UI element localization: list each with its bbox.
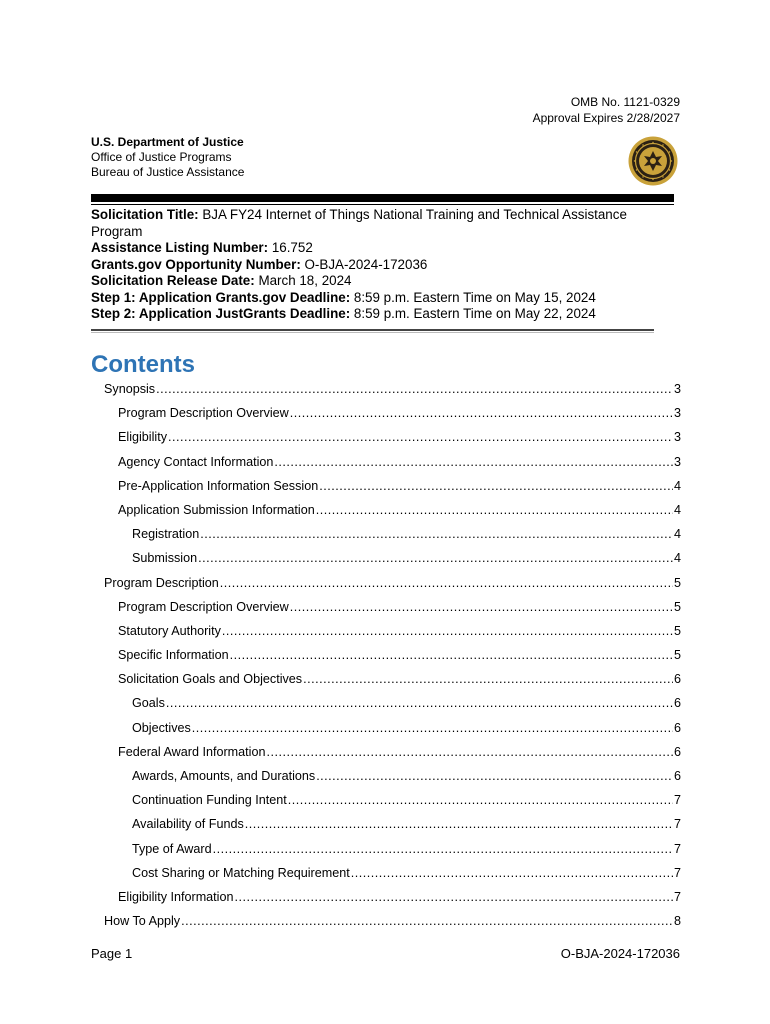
- toc-entry[interactable]: [91, 643, 681, 667]
- toc-entry-title: Eligibility Information: [118, 889, 234, 904]
- step1-value: 8:59 p.m. Eastern Time on May 15, 2024: [350, 289, 596, 305]
- toc-entry-title: Program Description Overview: [118, 599, 289, 614]
- release-label: Solicitation Release Date:: [91, 273, 255, 288]
- toc-entry[interactable]: [91, 450, 681, 474]
- solicitation-block: [91, 207, 671, 323]
- toc-leader: [222, 619, 673, 643]
- toc-entry-page: 5: [673, 623, 681, 638]
- toc-leader: [274, 450, 673, 474]
- toc-entry[interactable]: [91, 425, 681, 449]
- toc-leader: [198, 546, 673, 570]
- toc-entry[interactable]: [91, 740, 681, 764]
- toc-entry-page: 6: [673, 696, 681, 711]
- toc-entry-page: 7: [673, 793, 681, 808]
- toc-leader: [288, 788, 673, 812]
- release-value: March 18, 2024: [254, 273, 352, 288]
- toc-entry-page: 6: [673, 720, 681, 735]
- document-id: O-BJA-2024-172036: [560, 946, 680, 961]
- toc-entry-page: 4: [673, 527, 681, 542]
- toc-leader: [290, 401, 673, 425]
- toc-leader: [230, 643, 673, 667]
- opportunity-value: O-BJA-2024-172036: [300, 256, 428, 272]
- toc-entry-page: 4: [673, 551, 681, 566]
- step2-label: Step 2: Application JustGrants Deadline:: [91, 306, 351, 321]
- toc-entry-page: 7: [673, 865, 681, 880]
- toc-leader: [245, 812, 673, 836]
- toc-entry-page: 3: [673, 454, 681, 469]
- toc-entry-title: Program Description Overview: [118, 406, 289, 421]
- toc-entry-title: Application Submission Information: [118, 502, 315, 517]
- toc-entry-page: 7: [673, 889, 681, 904]
- toc-entry-title: Synopsis: [104, 382, 156, 396]
- toc-entry-page: 8: [673, 914, 681, 929]
- toc-entry-title: Continuation Funding Intent: [132, 793, 287, 808]
- toc-entry-page: 3: [673, 406, 681, 421]
- toc-leader: [303, 667, 673, 691]
- toc-entry-title: Agency Contact Information: [118, 454, 274, 469]
- toc-entry-title: Solicitation Goals and Objectives: [118, 672, 303, 687]
- toc-entry[interactable]: [91, 716, 681, 740]
- toc-leader: [351, 861, 673, 885]
- table-of-contents: [91, 377, 681, 933]
- approval-expires: Approval Expires 2/28/2027: [532, 111, 680, 125]
- opportunity-label: Grants.gov Opportunity Number:: [91, 256, 301, 272]
- toc-entry[interactable]: [91, 522, 681, 546]
- toc-entry[interactable]: [91, 764, 681, 788]
- toc-entry-title: Eligibility: [118, 430, 167, 445]
- header-thick-rule: [91, 194, 674, 202]
- toc-entry-title: Statutory Authority: [118, 623, 221, 638]
- step2-line: [91, 306, 671, 323]
- listing-line: [91, 240, 671, 257]
- toc-entry[interactable]: [91, 619, 681, 643]
- toc-entry-title: Type of Award: [132, 841, 212, 856]
- toc-leader: [213, 837, 673, 861]
- toc-entry[interactable]: [91, 498, 681, 522]
- toc-entry-title: How To Apply: [104, 914, 181, 929]
- toc-leader: [235, 885, 673, 909]
- toc-entry-title: Availability of Funds: [132, 817, 244, 832]
- toc-entry-page: 3: [673, 382, 681, 396]
- toc-entry-page: 4: [673, 478, 681, 493]
- toc-entry[interactable]: [91, 377, 681, 401]
- toc-entry[interactable]: [91, 667, 681, 691]
- solicitation-title-line: [91, 207, 671, 224]
- toc-entry-title: Cost Sharing or Matching Requirement: [132, 865, 350, 880]
- step1-label: Step 1: Application Grants.gov Deadline:: [91, 289, 351, 305]
- department-block: [91, 135, 244, 180]
- solicitation-title-label: Solicitation Title:: [91, 207, 199, 222]
- omb-block: [533, 94, 680, 126]
- toc-entry-page: 5: [673, 575, 681, 590]
- toc-entry-title: Program Description: [104, 575, 219, 590]
- toc-entry-page: 7: [673, 817, 681, 832]
- toc-entry[interactable]: [91, 861, 681, 885]
- toc-entry[interactable]: [91, 691, 681, 715]
- toc-leader: [181, 909, 673, 933]
- toc-entry-title: Goals: [132, 696, 165, 711]
- toc-entry[interactable]: [91, 885, 681, 909]
- toc-entry-page: 6: [673, 769, 681, 783]
- solicitation-title-value: BJA FY24 Internet of Things National Training and Technical Assistance: [198, 207, 627, 222]
- doj-seal-icon: [628, 136, 678, 186]
- listing-label: Assistance Listing Number:: [91, 240, 269, 255]
- toc-entry[interactable]: [91, 571, 681, 595]
- toc-entry-title: Objectives: [132, 720, 191, 735]
- toc-leader: [319, 474, 673, 498]
- toc-entry-page: 7: [673, 841, 681, 856]
- toc-entry-title: Awards, Amounts, and Durations: [132, 769, 316, 783]
- toc-entry-page: 3: [673, 430, 681, 445]
- toc-entry-page: 6: [673, 672, 681, 687]
- page-number: Page 1: [91, 946, 133, 961]
- bureau-name: Bureau of Justice Assistance: [91, 165, 245, 179]
- toc-entry-title: Registration: [132, 527, 200, 542]
- step2-value: 8:59 p.m. Eastern Time on May 22, 2024: [350, 306, 596, 321]
- toc-leader: [166, 691, 673, 715]
- toc-entry-page: 5: [673, 648, 681, 663]
- department-name: U.S. Department of Justice: [91, 135, 244, 149]
- toc-entry-title: Submission: [132, 551, 198, 566]
- toc-entry[interactable]: [91, 401, 681, 425]
- toc-entry-title: Pre-Application Information Session: [118, 478, 319, 493]
- toc-leader: [168, 425, 673, 449]
- toc-leader: [316, 764, 673, 788]
- opportunity-line: [91, 257, 671, 274]
- toc-entry[interactable]: [91, 812, 681, 836]
- toc-leader: [156, 377, 673, 401]
- toc-entry-page: 6: [673, 744, 681, 759]
- solicitation-title-cont: Program: [91, 223, 143, 239]
- listing-value: 16.752: [268, 240, 313, 255]
- toc-leader: [200, 522, 673, 546]
- solicitation-underline-shadow: [91, 332, 654, 333]
- toc-leader: [290, 595, 673, 619]
- toc-entry-page: 5: [673, 599, 681, 614]
- toc-entry[interactable]: [91, 837, 681, 861]
- toc-entry[interactable]: [91, 909, 681, 933]
- toc-entry-page: 4: [673, 502, 681, 517]
- contents-heading: Contents: [91, 351, 195, 378]
- toc-leader: [220, 571, 673, 595]
- toc-leader: [192, 716, 673, 740]
- toc-leader: [266, 740, 673, 764]
- toc-entry-title: Specific Information: [118, 648, 229, 663]
- solicitation-underline: [91, 329, 654, 331]
- toc-entry[interactable]: [91, 546, 681, 570]
- toc-entry[interactable]: [91, 788, 681, 812]
- omb-number: OMB No. 1121-0329: [570, 95, 680, 109]
- office-name: Office of Justice Programs: [91, 150, 232, 164]
- step1-line: [91, 290, 671, 307]
- toc-entry[interactable]: [91, 474, 681, 498]
- toc-entry-title: Federal Award Information: [118, 744, 266, 759]
- header-thin-rule: [91, 204, 674, 205]
- toc-leader: [316, 498, 673, 522]
- release-line: [91, 273, 671, 290]
- toc-entry[interactable]: [91, 595, 681, 619]
